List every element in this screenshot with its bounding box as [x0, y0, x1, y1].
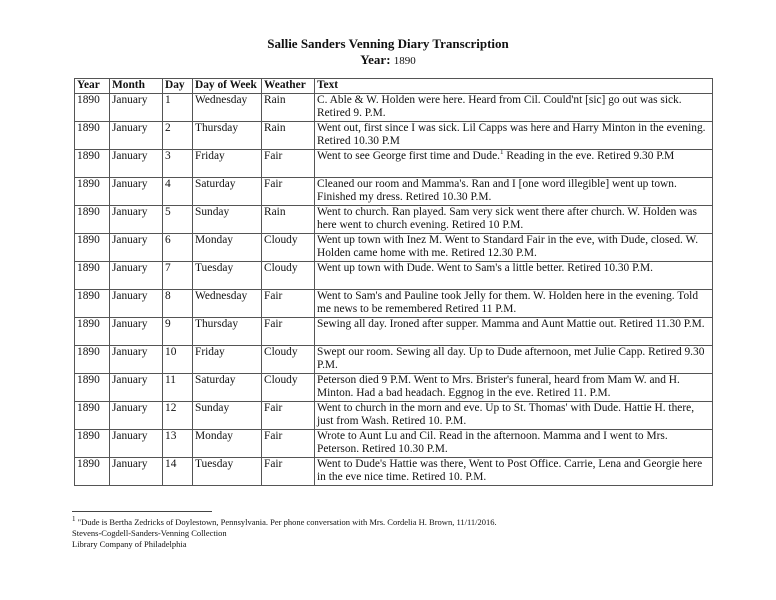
cell-day: 14 — [163, 458, 193, 486]
cell-month: January — [110, 290, 163, 318]
cell-month: January — [110, 122, 163, 150]
table-row — [75, 94, 713, 122]
cell-day: 7 — [163, 262, 193, 290]
cell-weather: Fair — [262, 430, 315, 458]
document-title: Sallie Sanders Venning Diary Transcription — [267, 36, 509, 51]
cell-weather: Rain — [262, 206, 315, 234]
cell-day-of-week: Saturday — [193, 178, 262, 206]
cell-text: Cleaned our room and Mamma's. Ran and I [one word illegible] went up town. Finished my dress. Retired 10.30 P.M. — [315, 178, 713, 206]
cell-text: Went up town with Dude. Went to Sam's a little better. Retired 10.30 P.M. — [315, 262, 713, 290]
cell-day-of-week: Tuesday — [193, 262, 262, 290]
header-month: Month — [110, 79, 163, 94]
cell-day: 4 — [163, 178, 193, 206]
cell-day-of-week: Friday — [193, 346, 262, 374]
cell-year: 1890 — [75, 150, 110, 178]
table-row — [75, 430, 713, 458]
cell-text: Swept our room. Sewing all day. Up to Dude afternoon, met Julie Capp. Retired 9.30 P.M. — [315, 346, 713, 374]
cell-text: C. Able & W. Holden were here. Heard from Cil. Could'nt [sic] go out was sick. Retired 9. P.M. — [315, 94, 713, 122]
cell-weather: Fair — [262, 178, 315, 206]
cell-year: 1890 — [75, 346, 110, 374]
table-row — [75, 318, 713, 346]
header-weather: Weather — [262, 79, 315, 94]
cell-day-of-week: Wednesday — [193, 94, 262, 122]
cell-text: Peterson died 9 P.M. Went to Mrs. Brister's funeral, heard from Mam W. and H. Minton. Had a bad headach. Eggnog in the eve. Retired 11. P.M. — [315, 374, 713, 402]
cell-day-of-week: Friday — [193, 150, 262, 178]
cell-day: 11 — [163, 374, 193, 402]
cell-month: January — [110, 150, 163, 178]
table-row — [75, 206, 713, 234]
cell-day-of-week: Monday — [193, 234, 262, 262]
cell-month: January — [110, 458, 163, 486]
cell-month: January — [110, 178, 163, 206]
table-row — [75, 178, 713, 206]
cell-month: January — [110, 206, 163, 234]
cell-weather: Cloudy — [262, 262, 315, 290]
header-text: Text — [315, 79, 713, 94]
cell-weather: Cloudy — [262, 374, 315, 402]
cell-text: Went to Sam's and Pauline took Jelly for them. W. Holden here in the evening. Told me news to be remembered Retired 11 P.M. — [315, 290, 713, 318]
cell-text: Wrote to Aunt Lu and Cil. Read in the afternoon. Mamma and I went to Mrs. Peterson. Retired 10.30 P.M. — [315, 430, 713, 458]
cell-month: January — [110, 262, 163, 290]
table-row — [75, 122, 713, 150]
cell-year: 1890 — [75, 262, 110, 290]
table-row — [75, 458, 713, 486]
cell-month: January — [110, 234, 163, 262]
cell-day-of-week: Wednesday — [193, 290, 262, 318]
table-row — [75, 290, 713, 318]
cell-year: 1890 — [75, 430, 110, 458]
cell-year: 1890 — [75, 374, 110, 402]
cell-year: 1890 — [75, 206, 110, 234]
table-row — [75, 346, 713, 374]
cell-weather: Rain — [262, 94, 315, 122]
cell-month: January — [110, 402, 163, 430]
cell-year: 1890 — [75, 94, 110, 122]
cell-text: Sewing all day. Ironed after supper. Mamma and Aunt Mattie out. Retired 11.30 P.M. — [315, 318, 713, 346]
cell-day: 12 — [163, 402, 193, 430]
cell-day: 8 — [163, 290, 193, 318]
cell-day-of-week: Sunday — [193, 206, 262, 234]
cell-year: 1890 — [75, 318, 110, 346]
cell-day: 6 — [163, 234, 193, 262]
cell-weather: Cloudy — [262, 346, 315, 374]
cell-day: 9 — [163, 318, 193, 346]
cell-day-of-week: Thursday — [193, 318, 262, 346]
cell-text — [315, 150, 713, 178]
cell-weather: Rain — [262, 122, 315, 150]
cell-day-of-week: Monday — [193, 430, 262, 458]
cell-day: 10 — [163, 346, 193, 374]
table-row — [75, 234, 713, 262]
cell-month: January — [110, 318, 163, 346]
year-label: Year: — [360, 52, 391, 67]
diary-table — [74, 78, 713, 486]
table-header-row — [75, 79, 713, 94]
table-row — [75, 262, 713, 290]
cell-month: January — [110, 430, 163, 458]
cell-year: 1890 — [75, 122, 110, 150]
cell-year: 1890 — [75, 178, 110, 206]
footnote-line — [72, 517, 497, 528]
cell-day: 3 — [163, 150, 193, 178]
footnote-number: 1 — [72, 515, 76, 524]
year-line — [0, 52, 776, 68]
cell-weather: Fair — [262, 402, 315, 430]
cell-weather: Fair — [262, 458, 315, 486]
cell-day: 1 — [163, 94, 193, 122]
cell-text: Went to church in the morn and eve. Up to St. Thomas' with Dude. Hattie H. there, just from Wash. Retired 10. P.M. — [315, 402, 713, 430]
cell-weather: Fair — [262, 318, 315, 346]
footnote-block — [72, 517, 497, 550]
cell-year: 1890 — [75, 290, 110, 318]
cell-year: 1890 — [75, 402, 110, 430]
table-row — [75, 402, 713, 430]
header-year: Year — [75, 79, 110, 94]
cell-day: 2 — [163, 122, 193, 150]
year-value: 1890 — [393, 55, 416, 67]
header-day-of-week: Day of Week — [193, 79, 262, 94]
collection-name: Stevens-Cogdell-Sanders-Venning Collection — [72, 528, 227, 538]
cell-day-of-week: Tuesday — [193, 458, 262, 486]
cell-day: 5 — [163, 206, 193, 234]
library-name: Library Company of Philadelphia — [72, 539, 187, 549]
header-day: Day — [163, 79, 193, 94]
cell-month: January — [110, 94, 163, 122]
cell-month: January — [110, 346, 163, 374]
cell-weather: Fair — [262, 290, 315, 318]
footnote-text: "Dude is Bertha Zedricks of Doylestown, Pennsylvania. Per phone conversation with Mrs. Cordelia H. Brown, 11/11/2016. — [77, 517, 497, 527]
footnote-marker: 1 — [499, 149, 504, 157]
footnote-divider — [72, 511, 212, 512]
cell-day-of-week: Saturday — [193, 374, 262, 402]
cell-text-main: Went to see George first time and Dude. — [317, 150, 500, 162]
cell-day-of-week: Thursday — [193, 122, 262, 150]
cell-text-after: Reading in the eve. Retired 9.30 P.M — [503, 150, 675, 162]
cell-text: Went up town with Inez M. Went to Standard Fair in the eve, with Dude, closed. W. Holden came home with me. Retired 12.30 P.M. — [315, 234, 713, 262]
cell-day-of-week: Sunday — [193, 402, 262, 430]
cell-weather: Cloudy — [262, 234, 315, 262]
cell-month: January — [110, 374, 163, 402]
cell-year: 1890 — [75, 234, 110, 262]
table-row — [75, 150, 713, 178]
cell-day: 13 — [163, 430, 193, 458]
table-row — [75, 374, 713, 402]
cell-text: Went out, first since I was sick. Lil Capps was here and Harry Minton in the evening. Retired 10.30 P.M — [315, 122, 713, 150]
cell-text: Went to church. Ran played. Sam very sick went there after church. W. Holden was here went to church evening. Retired 10 P.M. — [315, 206, 713, 234]
cell-text: Went to Dude's Hattie was there, Went to Post Office. Carrie, Lena and Georgie here in the eve nice time. Retired 10. P.M. — [315, 458, 713, 486]
cell-year: 1890 — [75, 458, 110, 486]
cell-weather: Fair — [262, 150, 315, 178]
